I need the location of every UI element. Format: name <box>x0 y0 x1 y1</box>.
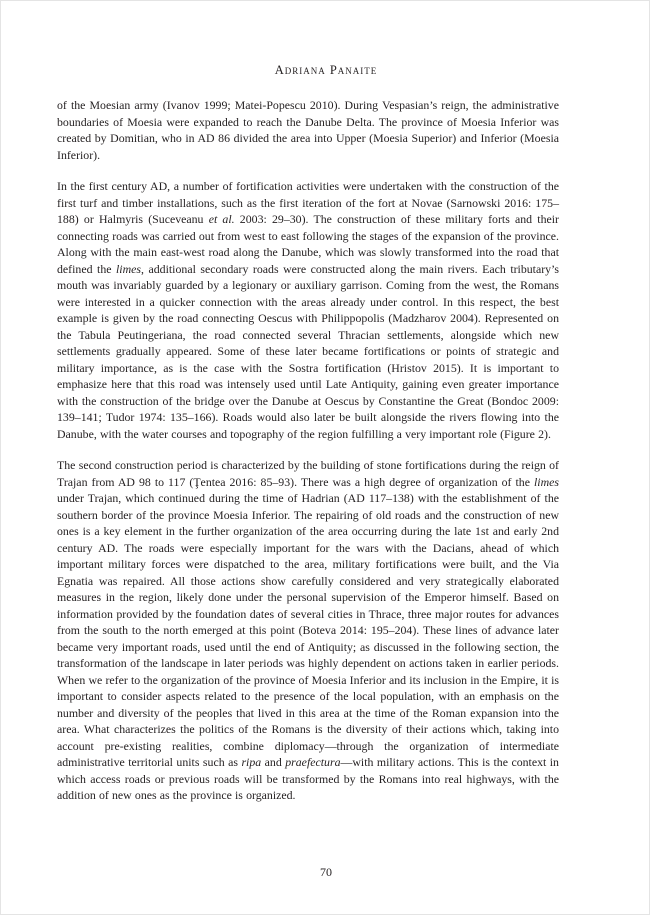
text-run: 2003: 29–30). The construction of these military forts and their connecting roads was carried out from west to east following the stages of the expansion of the province. Along with the main east-west road along the Danube, which was slowly transformed into the road that defined the <box>57 212 560 276</box>
body-text <box>57 97 559 819</box>
text-run: The second construction period is characterized by the building of stone fortifications during the reign of Trajan from AD 98 to 117 (Ţentea 2016: 85–93). There was a high degree of organization of the <box>57 458 559 489</box>
paragraph-3 <box>57 457 559 804</box>
text-run: , additional secondary roads were constructed along the main rivers. Each tributary’s mouth was invariably guarded by a legionary or auxiliary garrison. Coming from the west, the Romans were interested in a quicker connection with the areas already under control. In this respect, the best example is given by the road connecting Oescus with Philippopolis (Madzharov 2004). Represented on the Tabula Peutingeriana, the road connected several Thracian settlements, alongside which new settlements gradually appeared. Some of these later became fortifications or points of strategic and military importance, as is the case with the Sostra fortification (Hristov 2015). It is important to emphasize here that this road was intensely used until Late Antiquity, gaining even greater importance with the construction of the bridge over the Danube at Oescus by Constantine the Great (Bondoc 2009: 139–141; Tudor 1974: 135–166). Roads would also later be built alongside the rivers flowing into the Danube, with the water courses and topography of the region fulfilling a very important role (Figure 2). <box>57 261 559 441</box>
italic-term: limes <box>533 474 559 489</box>
text-run: In the first century AD, a number of fortification activities were undertaken with the construction of the first turf and timber installations, such as the first iteration of the fort at Novae (Sarnowski 2016: 175–188) or Halmyris (Suceveanu <box>57 179 559 226</box>
italic-term: limes <box>116 261 142 276</box>
italic-term: et al. <box>208 212 235 226</box>
text-run: and <box>261 755 286 769</box>
running-head: Adriana Panaite <box>274 63 378 77</box>
text-run: under Trajan, which continued during the time of Hadrian (AD 117–138) with the establishment of the southern border of the province Moesia Inferior. The repairing of old roads and the construction of new ones is a key element in the further organization of the area occurring during the late 1st and early 2nd century AD. The roads were especially important for the wars with the Dacians, ahead of which important military forces were dispatched to the area, military fortifications were built, and the Via Egnatia was repaired. All those actions show carefully considered and very strategically elaborated measures in the region, likely done under the personal supervision of the Emperor himself. Based on information provided by the foundation dates of several cities in Thrace, three major routes for advances from the south to the north emerged at this point (Boteva 2014: 195–204). These lines of advance later became very important roads, used until the end of Antiquity; as discussed in the following section, the transformation of the landscape in later periods was highly dependent on actions taken in earlier periods. When we refer to the organization of the province of Moesia Inferior and its inclusion in the Empire, it is important to consider aspects related to the presence of the local population, with an emphasis on the number and diversity of the peoples that lived in this area at the time of the Roman expansion into the area. What characterizes the politics of the Romans is the diversity of their actions which, taking into account pre-existing realities, combine diplomacy—through the organization of intermediate administrative territorial units such as <box>57 491 559 769</box>
text-run: of the Moesian army (Ivanov 1999; Matei-Popescu 2010). During Vespasian’s reign, the administrative boundaries of Moesia were expanded to reach the Danube Delta. The province of Moesia Inferior was created by Domitian, who in AD 86 divided the area into Upper (Moesia Superior) and Inferior (Moesia Inferior). <box>57 98 559 162</box>
text-run: —with military actions. This is the context in which access roads or previous roads will be transformed by the Romans into real highways, with the addition of new ones as the province is organized. <box>57 755 559 802</box>
italic-term: ripa <box>241 755 262 769</box>
page-number: 70 <box>320 865 332 879</box>
paragraph-1 <box>57 97 559 163</box>
italic-term: praefectura <box>285 755 341 769</box>
paragraph-2 <box>57 178 559 442</box>
